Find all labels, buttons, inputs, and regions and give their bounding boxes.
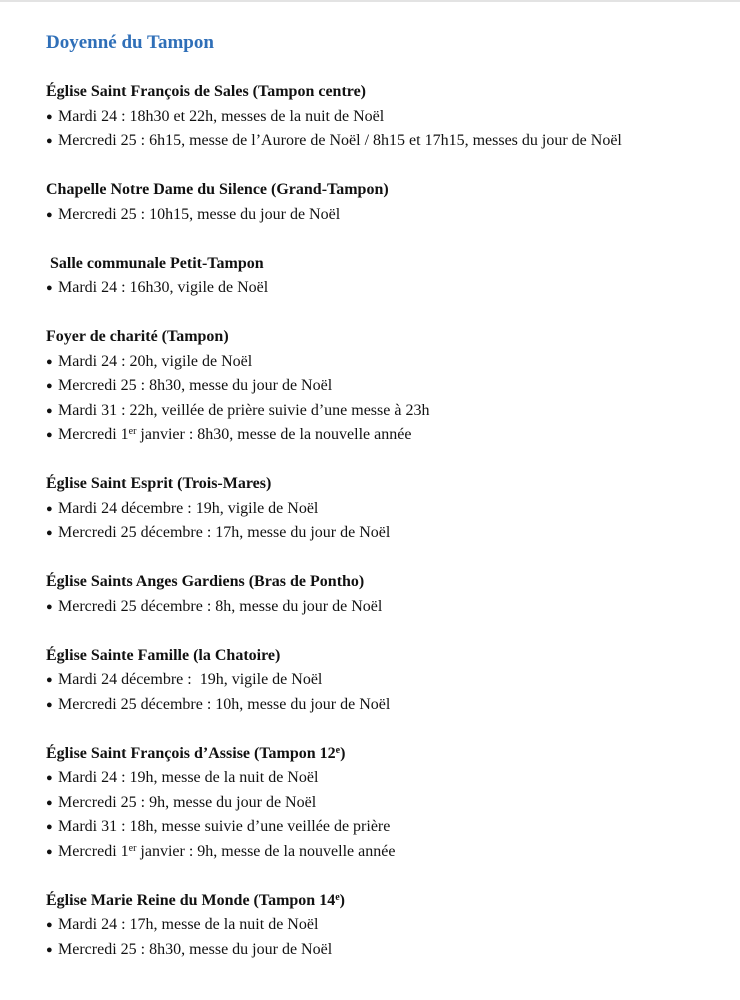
bullet-icon: ● — [46, 282, 53, 294]
item-text: Mardi 31 : 22h, veillée de prière suivie d’une messe à 23h — [58, 401, 430, 419]
bullet-icon: ● — [46, 208, 53, 221]
list-item — [46, 840, 706, 865]
item-text: Mardi 24 : 18h30 et 22h, messes de la nuit de Noël — [58, 107, 385, 125]
bullet-icon: ● — [46, 110, 53, 123]
item-text-pre: Mercredi 1 — [58, 842, 129, 860]
mass-list — [46, 276, 706, 301]
item-text: Mercredi 25 : 9h, messe du jour de Noël — [58, 793, 317, 811]
list-item — [46, 668, 706, 693]
mass-list — [46, 913, 706, 962]
bullet-icon: ● — [46, 943, 53, 956]
mass-list — [46, 766, 706, 864]
bullet-icon: ● — [46, 698, 53, 711]
bullet-icon: ● — [46, 600, 53, 613]
mass-list — [46, 105, 706, 154]
item-text: Mercredi 25 décembre : 10h, messe du jour de Noël — [58, 695, 391, 713]
heading-text-pre: Église Marie Reine du Monde (Tampon 14 — [46, 891, 336, 909]
section-heading: Foyer de charité (Tampon) — [46, 328, 229, 345]
section-heading: Salle communale Petit-Tampon — [50, 254, 264, 272]
list-item — [46, 693, 706, 718]
mass-list — [46, 203, 706, 228]
item-text: Mercredi 25 : 8h30, messe du jour de Noël — [58, 940, 333, 958]
mass-list — [46, 350, 706, 448]
heading-text-post: ) — [339, 891, 345, 909]
heading-text-pre: Église Saint François d’Assise (Tampon 12 — [46, 744, 336, 762]
list-item — [46, 938, 706, 963]
bullet-icon: ● — [46, 429, 53, 441]
item-text: Mardi 24 : 16h30, vigile de Noël — [58, 279, 269, 296]
list-item — [46, 497, 706, 522]
list-item — [46, 399, 706, 424]
item-text: Mercredi 25 : 10h15, messe du jour de Noël — [58, 205, 341, 223]
list-item — [46, 913, 706, 938]
bullet-icon: ● — [46, 527, 53, 539]
item-text: Mardi 24 décembre : 19h, vigile de Noël — [58, 499, 319, 517]
bullet-icon: ● — [46, 404, 53, 417]
section-heading — [46, 742, 706, 767]
ordinal-suffix: e — [335, 744, 341, 756]
item-text: Mercredi 25 : 6h15, messe de l’Aurore de Noël / 8h15 et 17h15, messes du jour de Noël — [58, 132, 622, 149]
list-item — [46, 791, 706, 816]
ordinal-suffix: er — [128, 842, 137, 854]
section-heading: Église Saint François de Sales (Tampon centre) — [46, 83, 367, 100]
top-divider — [0, 0, 740, 2]
section-marie-reine-du-monde — [46, 889, 706, 963]
page-title: Doyenné du Tampon — [46, 32, 214, 53]
section-heading: Église Sainte Famille (la Chatoire) — [46, 646, 281, 664]
item-text: Mardi 24 : 20h, vigile de Noël — [58, 352, 253, 370]
item-text-pre: Mercredi 1 — [58, 426, 129, 443]
item-text: Mardi 24 : 17h, messe de la nuit de Noël — [58, 916, 319, 933]
mass-list — [46, 595, 706, 620]
list-item — [46, 105, 706, 130]
section-foyer-de-charite — [46, 325, 706, 448]
section-heading: Église Saints Anges Gardiens (Bras de Pontho) — [46, 573, 365, 590]
section-saint-francois-de-sales — [46, 80, 706, 154]
bullet-icon: ● — [46, 919, 53, 931]
heading-text-post: ) — [340, 744, 346, 762]
section-saint-esprit — [46, 472, 706, 546]
mass-list — [46, 668, 706, 717]
list-item — [46, 595, 706, 620]
bullet-icon: ● — [46, 821, 53, 833]
bullet-icon: ● — [46, 135, 53, 147]
list-item — [46, 350, 706, 375]
item-text: Mardi 24 décembre : 19h, vigile de Noël — [58, 671, 323, 688]
item-text: Mercredi 25 : 8h30, messe du jour de Noël — [58, 377, 333, 394]
section-saints-anges-gardiens — [46, 570, 706, 619]
section-heading — [46, 889, 706, 914]
list-item — [46, 815, 706, 840]
item-text-post: janvier : 9h, messe de la nouvelle année — [136, 842, 396, 860]
list-item — [46, 374, 706, 399]
list-item — [46, 129, 706, 154]
list-item — [46, 423, 706, 448]
section-saint-francois-d-assise — [46, 742, 706, 865]
bullet-icon: ● — [46, 772, 53, 784]
item-text: Mercredi 25 décembre : 8h, messe du jour de Noël — [58, 597, 383, 615]
list-item — [46, 766, 706, 791]
ordinal-suffix: er — [128, 426, 137, 437]
bullet-icon: ● — [46, 502, 53, 515]
list-item — [46, 276, 706, 301]
document-body — [46, 31, 706, 987]
item-text-post: janvier : 8h30, messe de la nouvelle année — [136, 426, 412, 443]
item-text: Mercredi 25 décembre : 17h, messe du jour de Noël — [58, 524, 391, 541]
section-heading: Chapelle Notre Dame du Silence (Grand-Tampon) — [46, 181, 389, 198]
section-sainte-famille — [46, 644, 706, 718]
item-text: Mardi 24 : 19h, messe de la nuit de Noël — [58, 769, 319, 786]
ordinal-suffix: e — [335, 891, 340, 903]
section-heading: Église Saint Esprit (Trois-Mares) — [46, 475, 272, 492]
list-item — [46, 521, 706, 546]
bullet-icon: ● — [46, 796, 53, 809]
mass-list — [46, 497, 706, 546]
section-notre-dame-du-silence — [46, 178, 706, 227]
bullet-icon: ● — [46, 674, 53, 686]
item-text: Mardi 31 : 18h, messe suivie d’une veillée de prière — [58, 818, 391, 835]
bullet-icon: ● — [46, 355, 53, 368]
bullet-icon: ● — [46, 845, 53, 858]
list-item — [46, 203, 706, 228]
bullet-icon: ● — [46, 380, 53, 392]
section-salle-petit-tampon — [46, 252, 706, 301]
